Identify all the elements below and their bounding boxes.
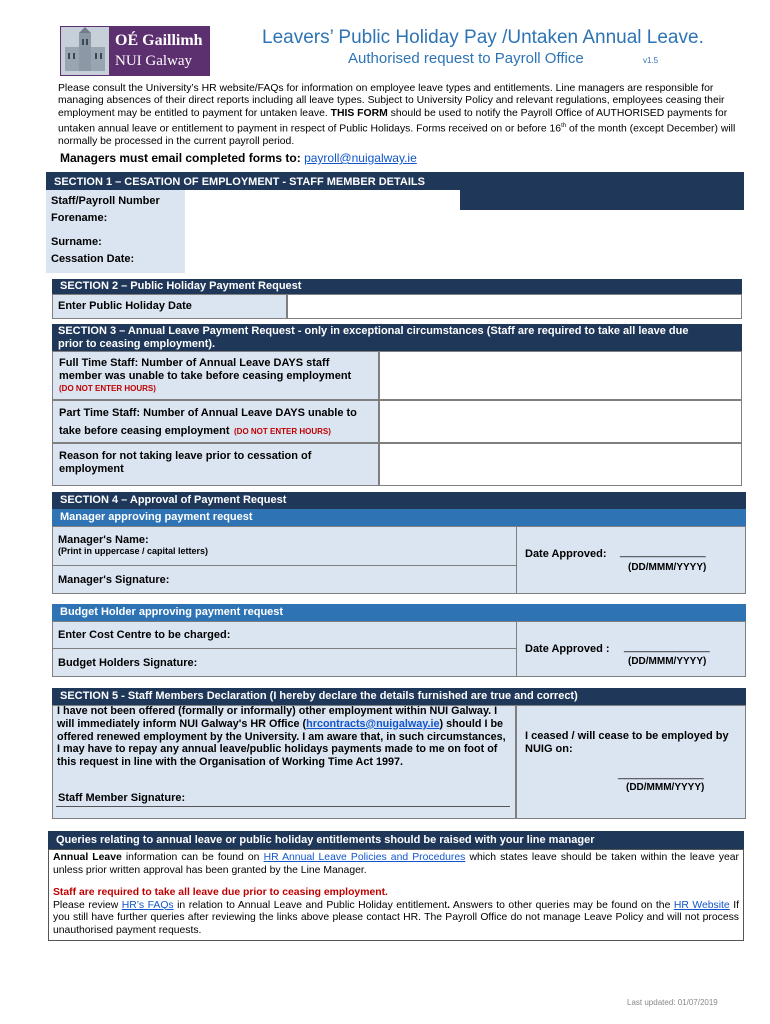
last-updated: Last updated: 01/07/2019 — [627, 998, 718, 1007]
public-holiday-date-label: Enter Public Holiday Date — [58, 300, 192, 312]
manager-name-label: Manager's Name: — [58, 534, 149, 546]
cost-centre-divider — [52, 648, 516, 649]
payroll-email-link[interactable]: payroll@nuigalway.ie — [304, 151, 417, 165]
budget-date-approved-label: Date Approved : — [525, 643, 610, 655]
parttime-note: (DO NOT ENTER HOURS) — [234, 427, 331, 436]
section3-header-line1: SECTION 3 – Annual Leave Payment Request - only in exceptional circumstances (Staff are required to take all leave due — [58, 325, 689, 337]
faq-text-d: If you still have further queries after reviewing the links above please contact HR. The Payroll Office do not manage Leave Policy and will not process unauthorised payment requests. — [53, 899, 739, 936]
section3-header-line2: prior to ceasing employment). — [58, 337, 216, 350]
manager-date-approved-label: Date Approved: — [525, 548, 607, 560]
intro-text-a: Please consult the University’s HR website/FAQs for information on employee leave types and entitlements. Line managers are responsible for managing absences of their direct reports including all leave types. Subject to University Policy and relevant regulations, employees ceasing their employment may be entitled to payment for untaken leave. — [58, 83, 725, 119]
faq-text-b: in relation to Annual Leave and Public Holiday entitlement — [173, 899, 448, 911]
queries-box — [48, 849, 744, 941]
section3-header — [52, 324, 742, 351]
fulltime-note: (DO NOT ENTER HOURS) — [59, 384, 156, 393]
logo-building-image — [61, 27, 109, 75]
manager-date-format: (DD/MMM/YYYY) — [628, 562, 707, 573]
annual-leave-bold: Annual Leave — [53, 852, 122, 863]
manager-date-input[interactable]: ______________ — [620, 546, 706, 558]
building-icon — [61, 27, 109, 75]
page-subtitle: Authorised request to Payroll Office — [348, 50, 584, 67]
version-label: v1.5 — [643, 56, 659, 65]
faq-text-bold: . — [447, 899, 450, 911]
hr-faqs-link[interactable]: HR’s FAQs — [121, 899, 174, 911]
forename-label: Forename: — [51, 212, 108, 224]
email-label: Managers must email completed forms to — [60, 151, 297, 165]
faq-text-c: Answers to other queries may be found on the — [450, 899, 674, 911]
intro-text-c: of the month (except December) will normally be processed in the current payroll period. — [58, 123, 736, 147]
budget-holder-header: Budget Holder approving payment request — [52, 604, 746, 621]
parttime-label: Part Time Staff: Number of Annual Leave DAYS unable to take before ceasing employment — [59, 407, 357, 437]
page-title: Leavers’ Public Holiday Pay /Untaken Annual Leave. — [262, 27, 704, 48]
queries-header: Queries relating to annual leave or public holiday entitlements should be raised with your line manager — [48, 831, 744, 849]
staff-signature-line[interactable] — [56, 806, 510, 807]
declaration-text-a: I have not been offered (formally or informally) other employment within NUI Galway. I will immediately inform NUI Galway's HR Office ( — [57, 705, 498, 730]
faq-text-a: Please review — [53, 899, 122, 911]
intro-text-bold: THIS FORM — [330, 107, 388, 119]
declaration-text — [57, 705, 509, 769]
manager-name-note: (Print in uppercase / capital letters) — [58, 546, 209, 556]
logo-text-irish: OÉ Gaillimh — [115, 32, 203, 49]
ceased-date-input[interactable]: ______________ — [618, 768, 704, 780]
logo-text-english: NUI Galway — [115, 53, 193, 69]
declaration-text-b: ) should I be offered renewed employment by the University. I am aware that, in such circumstances, I may have to repay any annual leave/public holidays payments made to me on foot of this request in line with the Organisation of Working Time Act 1997. — [57, 717, 506, 769]
manager-name-divider — [52, 565, 516, 566]
manager-vertical-divider — [516, 526, 517, 594]
public-holiday-date-input[interactable] — [287, 294, 742, 319]
faq-paragraph — [53, 900, 739, 938]
budget-signature-label: Budget Holders Signature: — [58, 657, 198, 669]
university-logo — [60, 26, 210, 76]
hr-website-link[interactable]: HR Website — [673, 899, 730, 911]
parttime-days-input[interactable] — [379, 400, 742, 443]
parttime-label-cell — [52, 400, 379, 443]
ceased-date-format: (DD/MMM/YYYY) — [626, 782, 705, 793]
section2-header: SECTION 2 – Public Holiday Payment Request — [52, 279, 742, 294]
section4-header: SECTION 4 – Approval of Payment Request — [52, 492, 746, 509]
staff-number-label: Staff/Payroll Number — [51, 195, 160, 207]
intro-text-sup: th — [561, 122, 567, 129]
email-instruction: Managers must email completed forms to: payroll@nuigalway.ie — [60, 151, 417, 165]
budget-date-input[interactable]: ______________ — [624, 641, 710, 653]
manager-signature-label: Manager's Signature: — [58, 574, 170, 586]
annual-leave-paragraph — [53, 852, 739, 877]
section5-header: SECTION 5 - Staff Members Declaration (I hereby declare the details furnished are true and correct) — [52, 688, 746, 705]
reason-label: Reason for not taking leave prior to cessation of employment — [59, 450, 312, 475]
annual-leave-text-b: which states leave should be taken within the leave year unless prior written approval has been granted by the Line Manager. — [53, 852, 740, 876]
budget-date-format: (DD/MMM/YYYY) — [628, 656, 707, 667]
budget-vertical-divider — [516, 621, 517, 677]
ceased-label: I ceased / will cease to be employed by NUIG on: — [525, 730, 729, 755]
annual-leave-text-a: information can be found on — [121, 852, 264, 863]
section1-header: SECTION 1 – CESATION OF EMPLOYMENT - STAFF MEMBER DETAILS — [46, 172, 744, 190]
staff-required-notice: Staff are required to take all leave due prior to ceasing employment. — [53, 887, 388, 898]
fulltime-days-input[interactable] — [379, 351, 742, 400]
fulltime-label: Full Time Staff: Number of Annual Leave DAYS staff member was unable to take before ceasing employment — [59, 357, 352, 382]
fulltime-label-cell — [52, 351, 379, 400]
hr-leave-policies-link[interactable]: HR Annual Leave Policies and Procedures — [263, 852, 466, 863]
ceased-box — [516, 705, 746, 819]
manager-approval-header: Manager approving payment request — [52, 509, 746, 526]
staff-number-input[interactable] — [460, 190, 744, 210]
surname-label: Surname: — [51, 236, 102, 248]
cost-centre-label: Enter Cost Centre to be charged: — [58, 629, 231, 641]
intro-text-b: should be used to notify the Payroll Office of AUTHORISED payments for untaken annual leave or entitlement to payment in respect of Public Holidays. Forms received on or before 16 — [58, 107, 728, 135]
hr-contracts-email-link[interactable]: hrcontracts@nuigalway.ie — [306, 717, 440, 730]
reason-label-cell — [52, 443, 379, 486]
cessation-date-label: Cessation Date: — [51, 253, 135, 265]
reason-input[interactable] — [379, 443, 742, 486]
intro-paragraph — [58, 83, 748, 148]
staff-signature-label: Staff Member Signature: — [58, 792, 186, 804]
